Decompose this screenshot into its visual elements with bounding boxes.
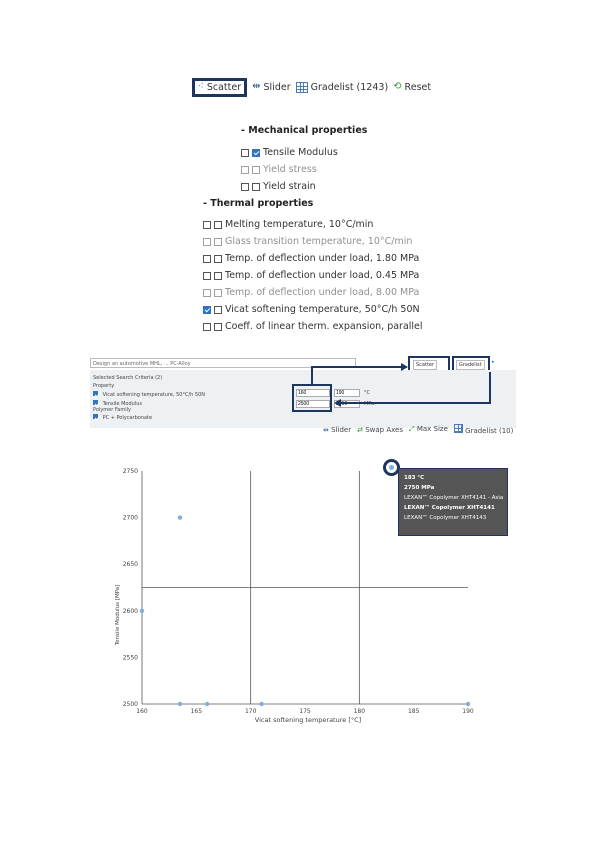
data-point xyxy=(178,515,182,519)
point-tooltip xyxy=(398,468,508,536)
reset-label: Reset xyxy=(404,81,432,93)
data-point xyxy=(178,702,182,706)
slider-button[interactable] xyxy=(323,426,351,434)
refresh-icon: ⟲ xyxy=(393,81,402,92)
checkbox-checked[interactable] xyxy=(203,306,211,314)
y-tick-label: 2750 xyxy=(122,468,138,475)
scatter-icon: ⁖ xyxy=(198,81,204,92)
table-icon xyxy=(296,82,308,93)
checkbox[interactable] xyxy=(203,272,211,280)
checkbox-checked[interactable] xyxy=(93,391,98,396)
selected-label: Selected Search Criteria (2) xyxy=(93,375,163,381)
checkbox[interactable] xyxy=(214,255,222,263)
checkbox[interactable] xyxy=(252,183,260,191)
checkbox[interactable] xyxy=(241,183,249,191)
x-tick-label: 190 xyxy=(462,708,474,715)
y-axis-label: Tensile Modulus [MPa] xyxy=(115,584,121,646)
reset-button[interactable] xyxy=(393,82,431,93)
unit-label: °C xyxy=(364,390,370,396)
property-label: Yield strain xyxy=(263,181,316,192)
x-tick-label: 165 xyxy=(190,708,203,715)
checkbox[interactable] xyxy=(241,166,249,174)
checkbox[interactable] xyxy=(241,149,249,157)
scatter-mini-button[interactable]: Scatter xyxy=(413,360,437,370)
checkbox-checked[interactable] xyxy=(93,414,98,419)
max-size-label: Max Size xyxy=(416,425,448,433)
max-size-button[interactable] xyxy=(409,425,448,434)
gradelist-mini-button[interactable]: Gradelist xyxy=(456,360,485,370)
criterion-label: Vicat softening temperature, 50°C/h 50N xyxy=(102,392,206,398)
swap-label: Swap Axes xyxy=(365,425,403,434)
slider-label: Slider xyxy=(263,81,291,93)
polymer-row xyxy=(93,414,152,421)
y-tick-label: 2700 xyxy=(122,514,138,522)
property-label: Temp. of deflection under load, 0.45 MPa xyxy=(225,270,420,281)
unit-label: MPa xyxy=(364,401,375,407)
property-row[interactable] xyxy=(203,284,423,301)
data-point xyxy=(466,702,470,706)
criterion-row xyxy=(93,391,205,398)
arrow-head xyxy=(334,399,341,407)
table-icon xyxy=(454,424,463,433)
x-axis-ticks xyxy=(136,708,474,715)
checkbox[interactable] xyxy=(203,255,211,263)
arrow-head xyxy=(401,363,408,371)
checkbox[interactable] xyxy=(203,289,211,297)
checkbox[interactable] xyxy=(214,289,222,297)
data-point xyxy=(259,702,263,706)
annotation-arrows xyxy=(300,360,520,410)
property-label: Tensile Modulus xyxy=(263,147,338,158)
property-row[interactable] xyxy=(241,178,338,195)
checkbox[interactable] xyxy=(214,272,222,280)
y-tick-label: 2600 xyxy=(122,607,138,615)
top-toolbar xyxy=(196,77,436,97)
property-row[interactable] xyxy=(241,161,338,178)
thermal-list xyxy=(203,216,423,335)
tooltip-grade[interactable]: LEXAN™ Copolymer XHT4141 xyxy=(404,505,495,511)
property-label: Property xyxy=(93,383,115,389)
property-row[interactable] xyxy=(203,250,423,267)
slider-icon: ⇹ xyxy=(323,425,329,434)
y-tick-label: 2500 xyxy=(122,701,138,708)
thermal-section xyxy=(203,198,313,209)
gradelist-label: Gradelist (1243) xyxy=(310,81,389,93)
property-row[interactable] xyxy=(241,144,338,161)
tooltip-grade[interactable]: LEXAN™ Copolymer XHT4141 - Asia xyxy=(404,495,504,501)
data-point xyxy=(140,609,144,613)
slider-button[interactable] xyxy=(252,82,290,93)
slider-icon: ⇹ xyxy=(252,81,261,92)
gradelist-label: Gradelist (10) xyxy=(465,427,514,435)
property-row[interactable] xyxy=(203,318,423,335)
thermal-heading: - Thermal properties xyxy=(203,198,314,209)
x-tick-label: 175 xyxy=(299,708,311,715)
property-label: Temp. of deflection under load, 1.80 MPa xyxy=(225,253,420,264)
criterion-label: Tensile Modulus xyxy=(102,401,142,407)
mechanical-list xyxy=(241,144,338,195)
checkbox[interactable] xyxy=(252,166,260,174)
checkbox[interactable] xyxy=(214,221,222,229)
property-row[interactable] xyxy=(203,216,423,233)
arrow-line xyxy=(312,367,406,384)
gradelist-button[interactable] xyxy=(296,82,389,93)
data-point xyxy=(205,702,209,706)
arrow-line xyxy=(338,372,490,403)
expand-icon: ⤢ xyxy=(408,425,415,433)
chart-toolbar xyxy=(323,424,513,435)
y-tick-label: 2550 xyxy=(122,654,138,662)
polymer-item-label: PC + Polycarbonate xyxy=(102,415,153,421)
checkbox-checked[interactable] xyxy=(252,149,260,157)
mechanical-heading: - Mechanical properties xyxy=(241,125,368,136)
scatter-label: Scatter xyxy=(206,81,242,93)
checkbox[interactable] xyxy=(203,238,211,246)
y-tick-label: 2650 xyxy=(122,561,138,569)
property-label: Yield stress xyxy=(263,164,317,175)
slider-label: Slider xyxy=(331,425,352,434)
tooltip-x-value: 183 °C xyxy=(404,475,425,481)
checkbox[interactable] xyxy=(203,323,211,331)
checkbox[interactable] xyxy=(214,238,222,246)
search-input[interactable]: Design an automotive MHL, ... PC-Alloy xyxy=(90,358,356,368)
checkbox[interactable] xyxy=(214,306,222,314)
checkbox[interactable] xyxy=(203,221,211,229)
data-points xyxy=(140,515,470,706)
checkbox[interactable] xyxy=(214,323,222,331)
property-label: Coeff. of linear therm. expansion, parallel xyxy=(225,321,423,332)
property-label: Glass transition temperature, 10°C/min xyxy=(225,236,413,247)
property-row[interactable] xyxy=(203,233,423,250)
scatter-button[interactable] xyxy=(192,78,247,97)
point-dot xyxy=(389,465,394,470)
y-axis-ticks xyxy=(123,468,138,708)
polymer-label: Polymer Family xyxy=(93,407,131,413)
mechanical-section xyxy=(241,125,367,136)
x-tick-label: 160 xyxy=(136,708,148,715)
property-row[interactable] xyxy=(203,267,423,284)
x-axis-label: Vicat softening temperature [°C] xyxy=(254,716,362,724)
tooltip-grade[interactable]: LEXAN™ Copolymer XHT4143 xyxy=(404,515,487,521)
property-label: Melting temperature, 10°C/min xyxy=(225,219,374,230)
x-tick-label: 180 xyxy=(353,708,366,715)
x-tick-label: 185 xyxy=(407,708,420,715)
new-link[interactable]: ▸ xyxy=(492,359,495,365)
swap-icon: ⇄ xyxy=(357,425,363,434)
tooltip-y-value: 2750 MPa xyxy=(404,485,435,491)
property-label: Temp. of deflection under load, 8.00 MPa xyxy=(225,287,420,298)
property-row[interactable] xyxy=(203,301,423,318)
checkbox-checked[interactable] xyxy=(93,400,98,405)
property-label: Vicat softening temperature, 50°C/h 50N xyxy=(225,304,420,315)
criterion-row xyxy=(93,400,142,407)
gradelist-button[interactable] xyxy=(454,424,513,435)
swap-axes-button[interactable] xyxy=(357,426,403,434)
x-tick-label: 170 xyxy=(244,708,257,715)
